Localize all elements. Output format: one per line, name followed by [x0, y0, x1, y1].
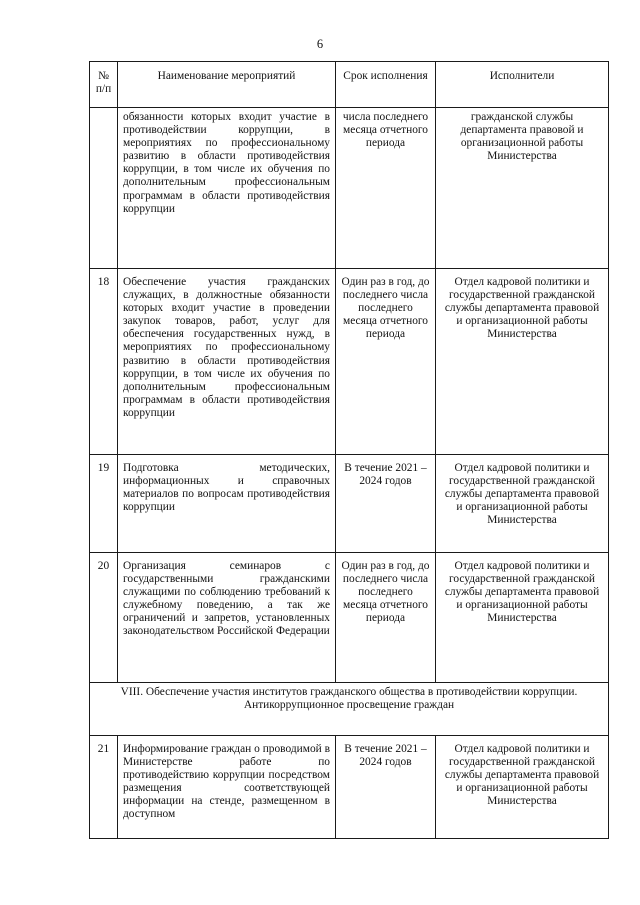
section-title: VIII. Обеспечение участия институтов гражданского общества в противодействии коррупции. — [120, 686, 578, 698]
term-cell: Один раз в год, до последнего числа последнего месяца отчетного периода — [336, 269, 436, 455]
executors-cell: Отдел кадровой политики и государственной гражданской службы департамента правовой и организационной работы Министерства — [436, 455, 609, 553]
measure-name-cell: Информирование граждан о проводимой в Министерстве работе по противодействию коррупции посредством размещения соответствующей информации на стенде, размещенном в доступном — [118, 736, 336, 839]
table-header-row — [90, 62, 609, 108]
executors-cell: Отдел кадровой политики и государственной гражданской службы департамента правовой и организационной работы Министерства — [436, 736, 609, 839]
header-number: № п/п — [90, 62, 118, 108]
section-subtitle: Антикоррупционное просвещение граждан — [243, 699, 455, 712]
table-row — [90, 553, 609, 683]
section-heading — [90, 683, 609, 736]
header-term: Срок исполнения — [336, 62, 436, 108]
row-number-cell: 20 — [90, 553, 118, 683]
executors-cell: гражданской службы департамента правовой и организационной работы Министерства — [436, 108, 609, 269]
page-number: 6 — [316, 37, 324, 51]
header-measures: Наименование мероприятий — [118, 62, 336, 108]
table-row — [90, 269, 609, 455]
table-row-continuation — [90, 108, 609, 269]
executors-cell: Отдел кадровой политики и государственной гражданской службы департамента правовой и организационной работы Министерства — [436, 269, 609, 455]
measure-name-cell: обязанности которых входит участие в противодействии коррупции, в мероприятиях по профессиональному развитию в области противодействия коррупции, в том числе их обучения по дополнительным профессиональным программам в области противодействия коррупции — [118, 108, 336, 269]
term-cell: Один раз в год, до последнего числа последнего месяца отчетного периода — [336, 553, 436, 683]
header-executors: Исполнители — [436, 62, 609, 108]
row-number-cell: 21 — [90, 736, 118, 839]
term-cell: В течение 2021 – 2024 годов — [336, 455, 436, 553]
row-number-cell — [90, 108, 118, 269]
executors-cell: Отдел кадровой политики и государственной гражданской службы департамента правовой и организационной работы Министерства — [436, 553, 609, 683]
measure-name-cell: Организация семинаров с государственными гражданскими служащими по соблюдению требований к служебному поведению, а так же ограничений и запретов, установленных законодательством Российской Федерации — [118, 553, 336, 683]
term-cell: В течение 2021 – 2024 годов — [336, 736, 436, 839]
table-row — [90, 736, 609, 839]
measure-name-cell: Подготовка методических, информационных и справочных материалов по вопросам противодействия коррупции — [118, 455, 336, 553]
measure-name-cell: Обеспечение участия гражданских служащих, в должностные обязанности которых входит участие в проведении закупок товаров, работ, услуг для обеспечения государственных нужд, в мероприятиях по профессиональному развитию в области противодействия коррупции, в том числе их обучения по дополнительным профессиональным программам в области противодействия коррупции — [118, 269, 336, 455]
measures-table — [89, 61, 609, 839]
section-heading-row — [90, 683, 609, 736]
row-number-cell: 19 — [90, 455, 118, 553]
term-cell: числа последнего месяца отчетного периода — [336, 108, 436, 269]
row-number-cell: 18 — [90, 269, 118, 455]
table-row — [90, 455, 609, 553]
